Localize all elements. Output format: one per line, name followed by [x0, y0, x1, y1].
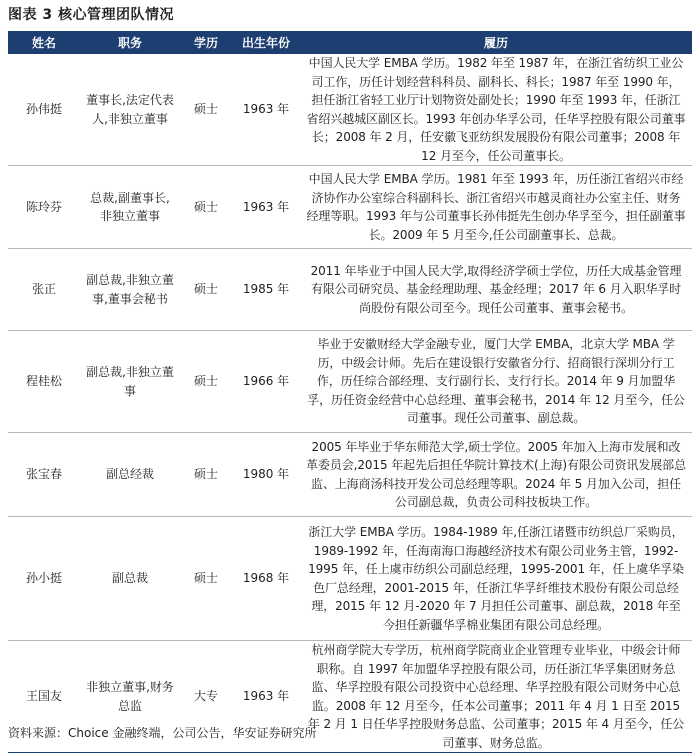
header-birth-year: 出生年份: [232, 31, 300, 54]
cell-education: 硕士: [180, 331, 232, 433]
cell-education: 硕士: [180, 433, 232, 517]
header-resume: 履历: [300, 31, 692, 54]
cell-role: 副总裁,非独立董事,董事会秘书: [80, 249, 180, 331]
cell-role: 副总经裁: [80, 433, 180, 517]
cell-education: 硕士: [180, 517, 232, 641]
cell-role: 副总裁: [80, 517, 180, 641]
cell-education: 硕士: [180, 166, 232, 249]
table-row: [8, 166, 692, 249]
cell-resume: 2005 年毕业于华东师范大学,硕士学位。2005 年加入上海市发展和改革委员会,2015 年起先后担任华院计算技术(上海)有限公司资讯发展部总监、上海商汤科技开发公司总经理等职。2024 年 5 月加入公司，担任公司副总裁，负责公司科技板块工作。: [300, 433, 692, 517]
table-row: [8, 249, 692, 331]
cell-role: 总裁,副董事长,非独立董事: [80, 166, 180, 249]
cell-education: 硕士: [180, 54, 232, 166]
header-education: 学历: [180, 31, 232, 54]
table-row: [8, 54, 692, 166]
cell-resume: 中国人民大学 EMBA 学历。1981 年至 1993 年，历任浙江省绍兴市经济协作办公室综合科副科长、浙江省绍兴市越灵商社办公室主任、财务经理等职。1993 年与公司董事长孙伟挺先生创办华孚至今，担任副董事长。2009 年 5 月至今,任公司副董事长、总裁。: [300, 166, 692, 249]
header-role: 职务: [80, 31, 180, 54]
cell-name: 张正: [8, 249, 80, 331]
cell-resume: 2011 年毕业于中国人民大学,取得经济学硕士学位，历任大成基金管理有限公司研究员、基金经理助理、基金经理；2017 年 6 月入职华孚时尚股份有限公司至今。现任公司董事、董事会秘书。: [300, 249, 692, 331]
management-table: [8, 31, 692, 753]
cell-education: 大专: [180, 641, 232, 753]
cell-role: 副总裁,非独立董事: [80, 331, 180, 433]
cell-resume: 杭州商学院大专学历，杭州商学院商业企业管理专业毕业，中级会计师职称。自 1997 年加盟华孚控股有限公司，历任浙江华孚集团财务总监、华孚控股有限公司投资中心总经理、华孚控股有限公司财务中心总监。2008 年 12 月至今，任本公司董事；2011 年 4 月 1 日至 2015 年 2 月 1 日任华孚控股财务总监、公司董事；2015 年 4 月至今，任公司董事、财务总监。: [300, 641, 692, 753]
cell-resume: 浙江大学 EMBA 学历。1984-1989 年,任浙江诸暨市纺织总厂采购员，1989-1992 年，任海南海口海越经济技术有限公司业务主管，1992-1995 年，任上虞市纺织公司副总经理，1995-2001 年，任上虞华孚染色厂总经理，2001-2015 年，任浙江华孚纤维技术股份有限公司总经理，2015 年 12 月-2020 年 7 月担任公司董事、副总裁，2018 年至今担任新疆华孚棉业集团有限公司总经理。: [300, 517, 692, 641]
cell-name: 王国友: [8, 641, 80, 753]
figure-title: 图表 3 核心管理团队情况: [8, 7, 174, 23]
cell-name: 孙伟挺: [8, 54, 80, 166]
table-row: [8, 331, 692, 433]
cell-birth-year: 1963 年: [232, 54, 300, 166]
header-name: 姓名: [8, 31, 80, 54]
cell-name: 程桂松: [8, 331, 80, 433]
cell-name: 孙小挺: [8, 517, 80, 641]
cell-birth-year: 1968 年: [232, 517, 300, 641]
source-note: 资料来源：Choice 金融终端，公司公告，华安证券研究所: [8, 726, 317, 740]
cell-role: 董事长,法定代表人,非独立董事: [80, 54, 180, 166]
cell-birth-year: 1963 年: [232, 166, 300, 249]
cell-education: 硕士: [180, 249, 232, 331]
cell-resume: 毕业于安徽财经大学金融专业，厦门大学 EMBA，北京大学 MBA 学历，中级会计师。先后在建设银行安徽省分行、招商银行深圳分行工作，历任综合部经理、支行副行长、支行行长。2014 年 9 月加盟华孚，历任资金经营中心总经理、董事会秘书，2014 年 12 月至今，任公司董事。现任公司董事、副总裁。: [300, 331, 692, 433]
table-row: [8, 433, 692, 517]
header-row: [8, 31, 692, 54]
cell-name: 陈玲芬: [8, 166, 80, 249]
cell-birth-year: 1963 年: [232, 641, 300, 753]
cell-birth-year: 1966 年: [232, 331, 300, 433]
cell-name: 张宝春: [8, 433, 80, 517]
cell-birth-year: 1980 年: [232, 433, 300, 517]
cell-resume: 中国人民大学 EMBA 学历。1982 年至 1987 年，在浙江省纺织工业公司工作，历任计划经营科科员、副科长、科长；1987 年至 1990 年，担任浙江省轻工业厅计划物资处副处长；1990 年至 1993 年，任浙江省绍兴越城区副区长。1993 年创办华孚公司，任华孚控股有限公司董事长；2008 年 2 月，任安徽飞亚纺织发展股份有限公司董事；2008 年 12 月至今，任公司董事长。: [300, 54, 692, 166]
cell-birth-year: 1985 年: [232, 249, 300, 331]
cell-role: 非独立董事,财务总监: [80, 641, 180, 753]
table-row: [8, 517, 692, 641]
